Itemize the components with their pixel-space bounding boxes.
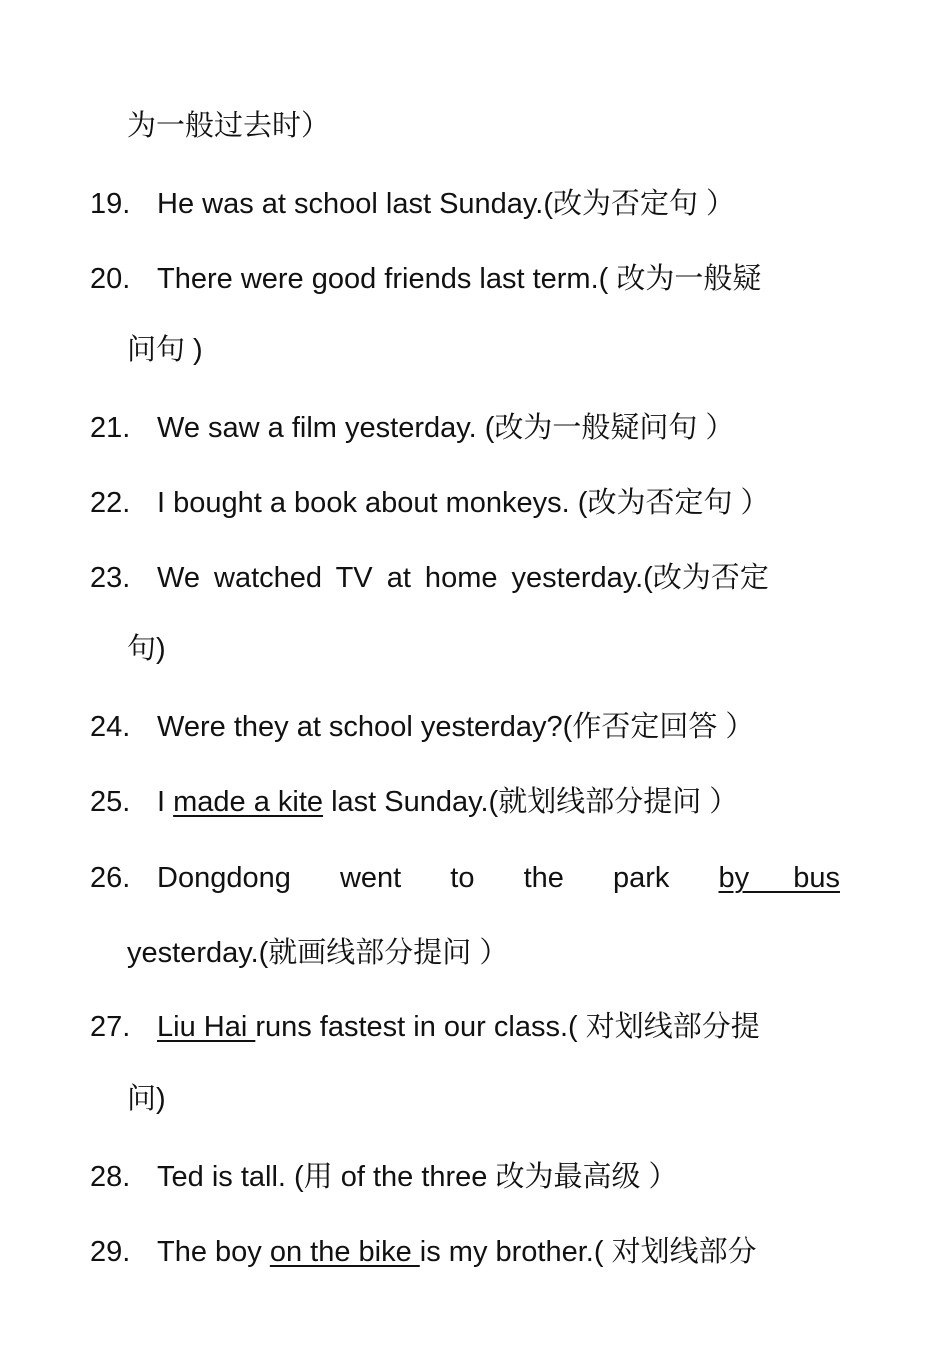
item-text: Ted is tall. (用 of the three 改为最高级 ） bbox=[157, 1161, 678, 1193]
word: went bbox=[339, 862, 402, 894]
continuation-text: 问) bbox=[127, 1083, 166, 1115]
item-text: We saw a film yesterday. (改为一般疑问句 ） bbox=[157, 412, 735, 444]
underlined-phrase: made a kite bbox=[173, 786, 324, 818]
text-before-underline: The boy bbox=[157, 1236, 270, 1268]
item-text bbox=[157, 782, 738, 822]
continuation-text: 句) bbox=[127, 633, 166, 665]
item-number: 21. bbox=[90, 412, 131, 444]
text-before-underline: I bbox=[157, 786, 174, 818]
word: park bbox=[613, 862, 670, 894]
item-text: Were they at school yesterday?(作否定回答 ） bbox=[157, 711, 755, 743]
word: to bbox=[450, 862, 475, 894]
continuation-text: 为一般过去时） bbox=[127, 110, 331, 142]
item-text bbox=[157, 858, 840, 898]
word: the bbox=[523, 862, 564, 894]
continuation-text: yesterday.(就画线部分提问 ） bbox=[127, 937, 509, 969]
item-number: 20. bbox=[90, 263, 131, 295]
item-number: 27. bbox=[90, 1011, 131, 1043]
text-after-underline: last Sunday.(就划线部分提问 ） bbox=[323, 786, 739, 818]
item-number: 25. bbox=[90, 786, 131, 818]
item-number: 23. bbox=[90, 562, 131, 594]
item-text: He was at school last Sunday.(改为否定句 ） bbox=[157, 188, 736, 220]
underlined-phrase: by bus bbox=[718, 862, 840, 894]
item-number: 29. bbox=[90, 1236, 131, 1268]
underlined-phrase: on the bike bbox=[269, 1236, 420, 1268]
item-number: 24. bbox=[90, 711, 131, 743]
continuation-text: 问句 ) bbox=[127, 334, 203, 366]
word: Dongdong bbox=[157, 862, 291, 894]
item-text: There were good friends last term.( 改为一般疑 bbox=[157, 263, 762, 295]
text-after-underline: is my brother.( 对划线部分 bbox=[419, 1236, 757, 1268]
item-text bbox=[157, 1007, 760, 1047]
item-text: We watched TV at home yesterday.(改为否定 bbox=[157, 562, 769, 594]
item-number: 28. bbox=[90, 1161, 131, 1193]
item-number: 26. bbox=[90, 862, 131, 894]
item-number: 19. bbox=[90, 188, 131, 220]
item-number: 22. bbox=[90, 487, 131, 519]
underlined-phrase: Liu Hai bbox=[157, 1011, 256, 1043]
text-after-underline: runs fastest in our class.( 对划线部分提 bbox=[255, 1011, 760, 1043]
item-text: I bought a book about monkeys. (改为否定句 ） bbox=[157, 487, 770, 519]
item-text bbox=[157, 1232, 757, 1272]
